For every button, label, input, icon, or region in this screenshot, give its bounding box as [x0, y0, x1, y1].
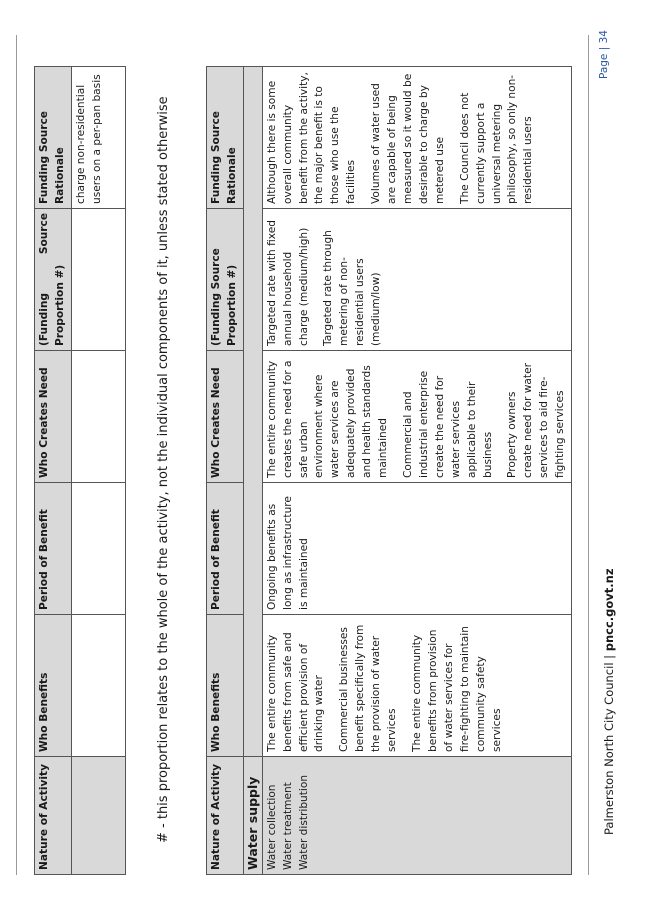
activity-item: Water treatment: [281, 782, 294, 870]
top-rule: [16, 35, 17, 875]
col-header: Nature of Activity: [35, 757, 72, 875]
table-row: [262, 67, 571, 875]
benefit-text: The entire community benefits from provision of water services for fire-fighting to maintain community safety services: [410, 626, 503, 752]
col-header: Period of Benefit: [207, 483, 244, 615]
continuation-table: [34, 66, 126, 875]
benefit-text: The entire community benefits from safe and efficient provision of drinking water: [265, 632, 326, 752]
cell-empty: [71, 351, 125, 483]
cell-benefits: [262, 615, 571, 757]
section-fill: [243, 67, 262, 757]
col-header: Who Creates Need: [35, 351, 72, 483]
table-row: [71, 67, 125, 875]
need-text: Commercial and industrial enterprise create the need for water services applicable to their business: [401, 370, 494, 478]
table-header-row: [35, 67, 72, 875]
table-header-row: [207, 67, 244, 875]
footnote: # - this proportion relates to the whole of the activity, not the individual components of it, unless stated otherwise: [156, 96, 171, 843]
cell-rationale-cont: charge non-residential users on a per-pan basis: [71, 67, 125, 209]
cell-period: Ongoing benefits as long as infrastructure is maintained: [262, 483, 571, 615]
section-row: [243, 67, 262, 875]
col-header: Funding Source Rationale: [207, 67, 244, 209]
cell-empty: [71, 757, 125, 875]
activity-item: Water distribution: [297, 774, 310, 870]
rationale-text: The Council does not currently support a universal metering philosophy, so only non-residential users: [458, 74, 535, 204]
footer-site: pncc.govt.nz: [602, 568, 616, 652]
col-header: Who Benefits: [35, 615, 72, 757]
water-supply-table: [206, 66, 572, 875]
col-header: Funding Source Rationale: [35, 67, 72, 209]
col-header-funding: (Funding Source Proportion #): [35, 209, 72, 351]
cell-empty: [71, 615, 125, 757]
footer: [602, 568, 616, 835]
col-header: Nature of Activity: [207, 757, 244, 875]
cell-funding: [262, 209, 571, 351]
section-title: Water supply: [243, 757, 262, 875]
cell-empty: [71, 209, 125, 351]
cell-need: [262, 351, 571, 483]
col-header: Who Benefits: [207, 615, 244, 757]
page-number: Page | 34: [598, 30, 610, 80]
cell-activities: [262, 757, 571, 875]
funding-text: Targeted rate with fixed annual household charge (medium/high): [265, 220, 310, 346]
need-text: The entire community creates the need for a safe urban environment where water services are adequately provided and health standards maintained: [265, 360, 390, 478]
col-header: (Funding Source Proportion #): [207, 209, 244, 351]
funding-text: Targeted rate through metering of non-residential users (medium/low): [322, 230, 383, 346]
benefit-text: Commercial businesses benefit specifically from the provision of water services: [338, 624, 399, 752]
bottom-rule: [588, 35, 589, 875]
activity-item: Water collection: [265, 784, 278, 870]
footer-separator: |: [602, 654, 616, 659]
footer-org: Palmerston North City Council: [602, 662, 616, 835]
rationale-text: Volumes of water used are capable of being measured so it would be desirable to charge by metered use: [370, 73, 446, 204]
cell-empty: [71, 483, 125, 615]
need-text: Property owners create need for water services to aid fire-fighting services: [506, 363, 567, 478]
rationale-text: Although there is some overall community benefit from the activity, the major benefit is to those who use the facilities: [265, 72, 358, 204]
cell-rationale: [262, 67, 571, 209]
col-header: Who Creates Need: [207, 351, 244, 483]
col-header: Period of Benefit: [35, 483, 72, 615]
